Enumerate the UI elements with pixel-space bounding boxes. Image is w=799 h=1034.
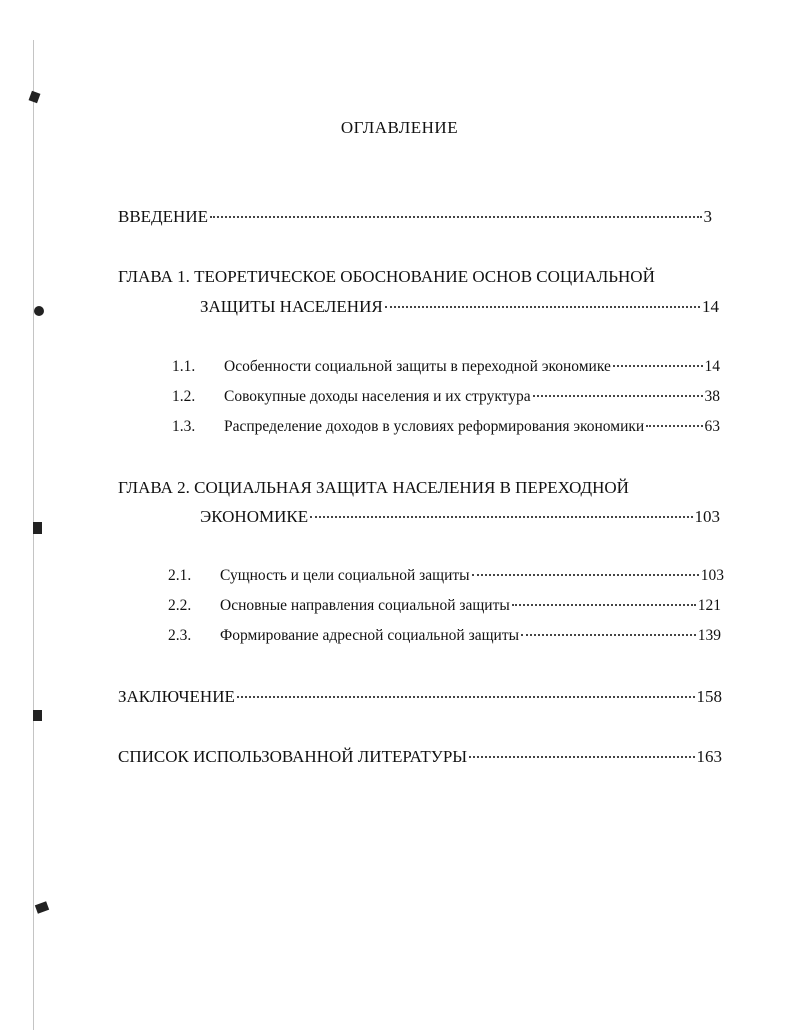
toc-page: 103 [700, 567, 724, 584]
leader-dots [210, 215, 702, 218]
toc-entry-conclusion [118, 686, 722, 708]
toc-label: ВВЕДЕНИЕ [118, 207, 208, 226]
toc-page: 139 [697, 627, 721, 644]
section-number: 1.2. [172, 388, 196, 405]
toc-page: 3 [703, 207, 712, 226]
toc-page: 63 [704, 418, 720, 435]
toc-entry-intro [118, 206, 712, 228]
toc-page: 38 [704, 388, 720, 405]
section-number: 2.1. [168, 567, 192, 584]
leader-dots [469, 755, 694, 758]
toc-label: Распределение доходов в условиях реформирования экономики [224, 418, 645, 435]
leader-dots [385, 305, 700, 308]
toc-page: 163 [696, 747, 722, 766]
toc-page: 158 [696, 687, 722, 706]
scan-mark [33, 522, 42, 534]
toc-page: 14 [702, 297, 719, 316]
section-number: 1.3. [172, 418, 196, 435]
toc-entry-section [172, 416, 720, 438]
section-number: 2.3. [168, 627, 192, 644]
toc-label: Основные направления социальной защиты [220, 597, 510, 614]
scan-mark [29, 91, 41, 103]
leader-dots [613, 364, 703, 367]
toc-page: 14 [704, 358, 720, 375]
leader-dots [521, 633, 696, 636]
leader-dots [646, 424, 702, 427]
toc-entry-section [168, 625, 721, 647]
leader-dots [512, 603, 696, 606]
toc-entry-section [172, 356, 720, 378]
toc-label: Совокупные доходы населения и их структура [224, 388, 531, 405]
toc-entry-section [168, 595, 721, 617]
toc-entry-section [172, 386, 720, 408]
toc-label: ЗАЩИТЫ НАСЕЛЕНИЯ [200, 297, 383, 316]
toc-entry-references [118, 746, 722, 768]
toc-entry-section [168, 565, 724, 587]
section-number: 2.2. [168, 597, 192, 614]
scan-mark [34, 306, 44, 316]
chapter-1-heading: ГЛАВА 1. ТЕОРЕТИЧЕСКОЕ ОБОСНОВАНИЕ ОСНОВ СОЦИАЛЬНОЙ [118, 267, 655, 286]
toc-label: СПИСОК ИСПОЛЬЗОВАННОЙ ЛИТЕРАТУРЫ [118, 747, 468, 766]
leader-dots [310, 515, 692, 518]
leader-dots [533, 394, 703, 397]
toc-label: Особенности социальной защиты в переходной экономике [224, 358, 611, 375]
toc-label: Формирование адресной социальной защиты [220, 627, 520, 644]
toc-label: ЗАКЛЮЧЕНИЕ [118, 687, 235, 706]
scan-mark [35, 901, 49, 914]
toc-page: 121 [697, 597, 721, 614]
chapter-2-heading: ГЛАВА 2. СОЦИАЛЬНАЯ ЗАЩИТА НАСЕЛЕНИЯ В ПЕРЕХОДНОЙ [118, 478, 629, 497]
leader-dots [237, 695, 695, 698]
scan-edge-line [33, 40, 34, 1030]
page-title: ОГЛАВЛЕНИЕ [340, 118, 459, 137]
toc-entry-chapter-2 [200, 506, 720, 528]
toc-entry-chapter-1 [200, 296, 719, 318]
toc-page: 103 [694, 507, 720, 526]
leader-dots [472, 573, 699, 576]
toc-label: Сущность и цели социальной защиты [220, 567, 470, 584]
toc-label: ЭКОНОМИКЕ [200, 507, 309, 526]
section-number: 1.1. [172, 358, 196, 375]
scan-mark [33, 710, 42, 721]
